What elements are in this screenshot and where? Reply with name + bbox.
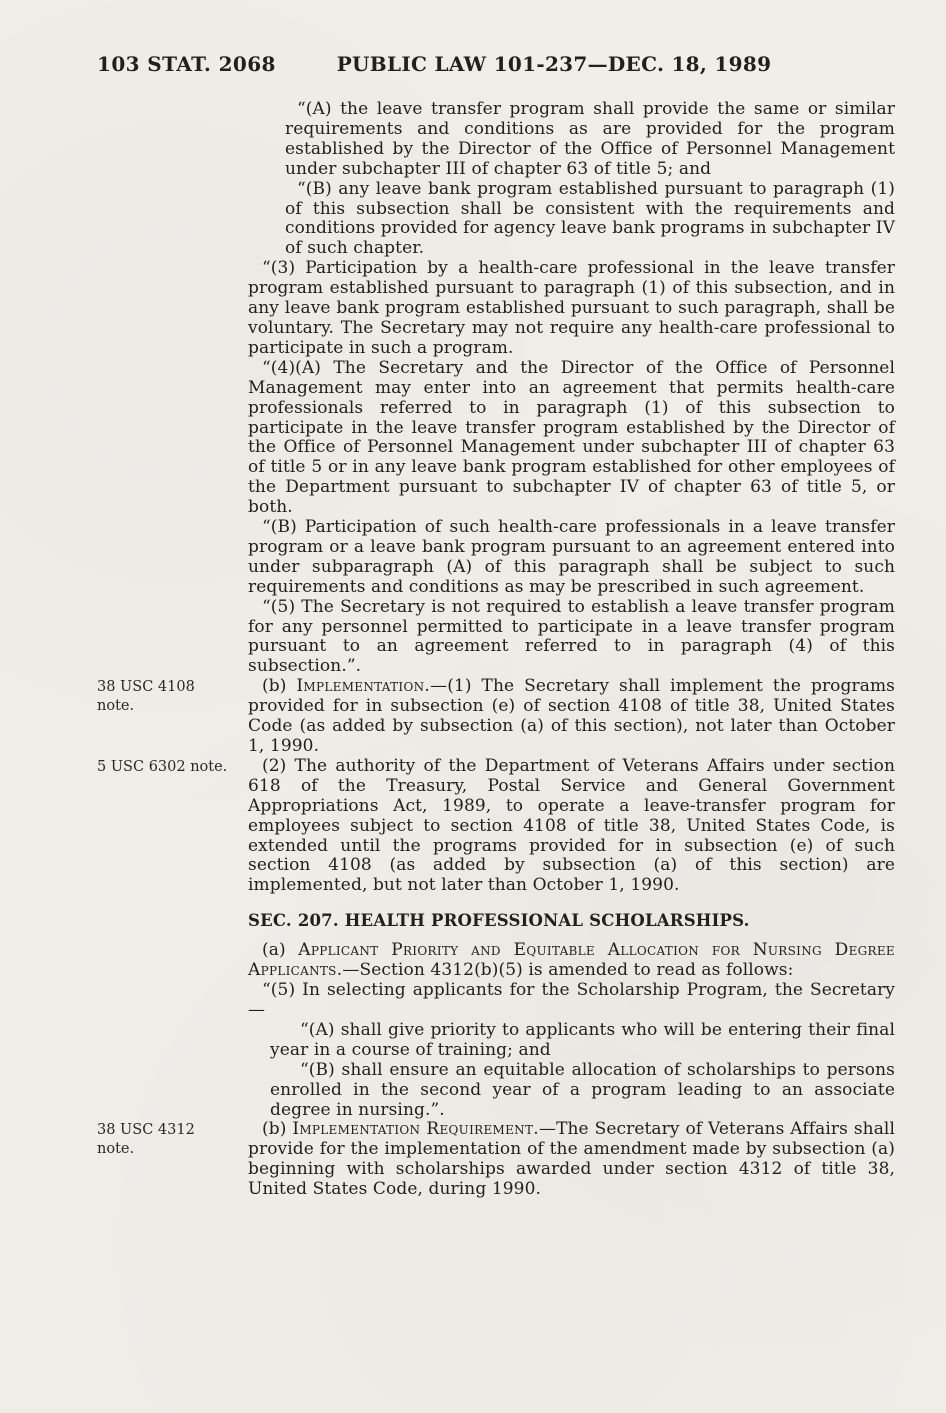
section-heading-row	[97, 896, 895, 941]
margin-note-line: 5 USC 6302 note.	[97, 758, 228, 775]
paragraph	[248, 518, 895, 598]
text-column	[248, 598, 895, 678]
page-header	[0, 52, 946, 80]
paragraph-row	[97, 941, 895, 981]
margin-note	[97, 757, 248, 777]
text-run: “(B) shall ensure an equitable allocation of scholarships to persons enrolled in the second year of a program leading to an associate degree in nursing.”.	[270, 1059, 895, 1120]
margin-note-column	[97, 100, 248, 101]
text-run: (2) The authority of the Department of Veterans Affairs under section 618 of the Treasury, Postal Service and General Government Appropriations Act, 1989, to operate a leave-transfer program for employees subject to section 4108 of title 38, United States Code, is extended until the programs provided for in subsection (e) of such section 4108 (as added by subsection (a) of this section) are implemented, but not later than October 1, 1990.	[248, 755, 895, 896]
paragraph-row	[97, 598, 895, 678]
margin-note-column	[97, 518, 248, 519]
margin-note-column	[97, 1021, 248, 1022]
document-body	[0, 100, 946, 1200]
margin-note-line: note.	[97, 698, 135, 715]
text-run: “(B) Participation of such health-care professionals in a leave transfer program or a leave bank program pursuant to an agreement entered into under subparagraph (A) of this paragraph shall be subject to such requirements and conditions as may be prescribed in such agreement.	[248, 517, 895, 597]
text-run: “(A) shall give priority to applicants who will be entering their final year in a course of training; and	[270, 1019, 895, 1060]
text-run: “(B) any leave bank program established pursuant to paragraph (1) of this subsection shall be consistent with the requirements and conditions provided for agency leave bank programs in subchapter IV of such chapter.	[285, 178, 895, 259]
paragraph-row	[97, 757, 895, 896]
text-column	[248, 677, 895, 757]
paragraph-row	[97, 518, 895, 598]
paragraph	[248, 359, 895, 518]
text-run: (b)	[262, 1119, 293, 1140]
paragraph-row	[97, 1021, 895, 1061]
section-heading: SEC. 207. HEALTH PROFESSIONAL SCHOLARSHIPS.	[248, 911, 750, 931]
margin-note-column	[97, 180, 248, 181]
paragraph	[248, 1120, 895, 1200]
paragraph	[248, 757, 895, 896]
text-run: “(4)(A) The Secretary and the Director of the Office of Personnel Management may enter into an agreement that permits health-care professionals referred to in paragraph (1) of this subsection to participate in the leave transfer program established by the Director of the Office of Personnel Management under subchapter III of chapter 63 of title 5 or in any leave bank program established for other employees of the Department pursuant to subchapter IV of chapter 63 of title 5, or both.	[248, 357, 895, 518]
text-run: “(5) The Secretary is not required to establish a leave transfer program for any personnel permitted to participate in a leave transfer program pursuant to an agreement referred to in paragraph (4) of this subsection.”.	[248, 596, 895, 677]
text-column	[248, 1061, 895, 1121]
margin-note	[97, 677, 248, 716]
paragraph-row	[97, 1061, 895, 1121]
text-run: —Section 4312(b)(5) is amended to read as follows:	[342, 960, 794, 981]
paragraph-row	[97, 1120, 895, 1200]
paragraph	[270, 1021, 895, 1061]
text-column	[248, 941, 895, 981]
text-column	[248, 1021, 895, 1061]
text-column	[248, 518, 895, 598]
text-column	[248, 757, 895, 896]
text-run: (b)	[262, 676, 297, 697]
paragraph	[285, 180, 895, 260]
paragraph-row	[97, 677, 895, 757]
margin-note-line: 38 USC 4108	[97, 679, 195, 696]
text-column	[248, 981, 895, 1021]
text-run: —The Secretary of Veterans Affairs shall provide for the implementation of the amendment made by subsection (a) beginning with scholarships awarded under section 4312 of title 38, United States Code, during 1990.	[248, 1119, 896, 1200]
text-column	[248, 100, 895, 180]
stat-page-number: 103 STAT. 2068	[97, 52, 276, 76]
paragraph-row	[97, 100, 895, 180]
margin-note-column	[97, 598, 248, 599]
margin-note-line: note.	[97, 1141, 135, 1158]
text-run: (a)	[262, 940, 299, 961]
margin-note-column	[97, 981, 248, 982]
margin-note-column	[97, 941, 248, 942]
text-column	[248, 359, 895, 518]
text-column	[248, 896, 895, 941]
paragraph	[248, 981, 895, 1021]
paragraph	[248, 259, 895, 359]
text-run: “(A) the leave transfer program shall provide the same or similar requirements and conditions as are provided for the program established by the Director of the Office of Personnel Management under subchapter III of chapter 63 of title 5; and	[285, 99, 895, 179]
paragraph-row	[97, 259, 895, 359]
text-run: “(3) Participation by a health-care professional in the leave transfer program established pursuant to paragraph (1) of this subsection, and in any leave bank program established pursuant to such paragraph, shall be voluntary. The Secretary may not require any health-care professional to participate in such a program.	[248, 258, 895, 358]
paragraph-row	[97, 981, 895, 1021]
text-column	[248, 259, 895, 359]
text-run: “(5) In selecting applicants for the Scholarship Program, the Secretary—	[248, 980, 895, 1020]
margin-note-column	[97, 359, 248, 360]
margin-note-line: 38 USC 4312	[97, 1122, 195, 1139]
small-caps-run: Implementation.	[296, 676, 431, 697]
text-run: —(1) The Secretary shall implement the programs provided for in subsection (e) of section 4108 of title 38, United States Code (as added by subsection (a) of this section), not later than October 1, 1990.	[248, 676, 895, 756]
margin-note	[97, 1120, 248, 1159]
law-title: PUBLIC LAW 101-237—DEC. 18, 1989	[336, 52, 772, 76]
margin-note-column	[97, 896, 248, 897]
paragraph	[248, 598, 895, 678]
paragraph	[285, 100, 895, 180]
paragraph-row	[97, 359, 895, 518]
margin-note-column	[97, 1061, 248, 1062]
small-caps-run: Implementation Requirement.	[292, 1119, 539, 1140]
text-column	[248, 1120, 895, 1200]
text-column	[248, 180, 895, 260]
margin-note-column	[97, 259, 248, 260]
paragraph	[248, 941, 895, 981]
small-caps-run: Applicant Priority and Equitable Allocation for Nursing Degree Applicants.	[248, 940, 895, 981]
paragraph-row	[97, 180, 895, 260]
paragraph	[248, 677, 895, 757]
paragraph	[270, 1061, 895, 1121]
